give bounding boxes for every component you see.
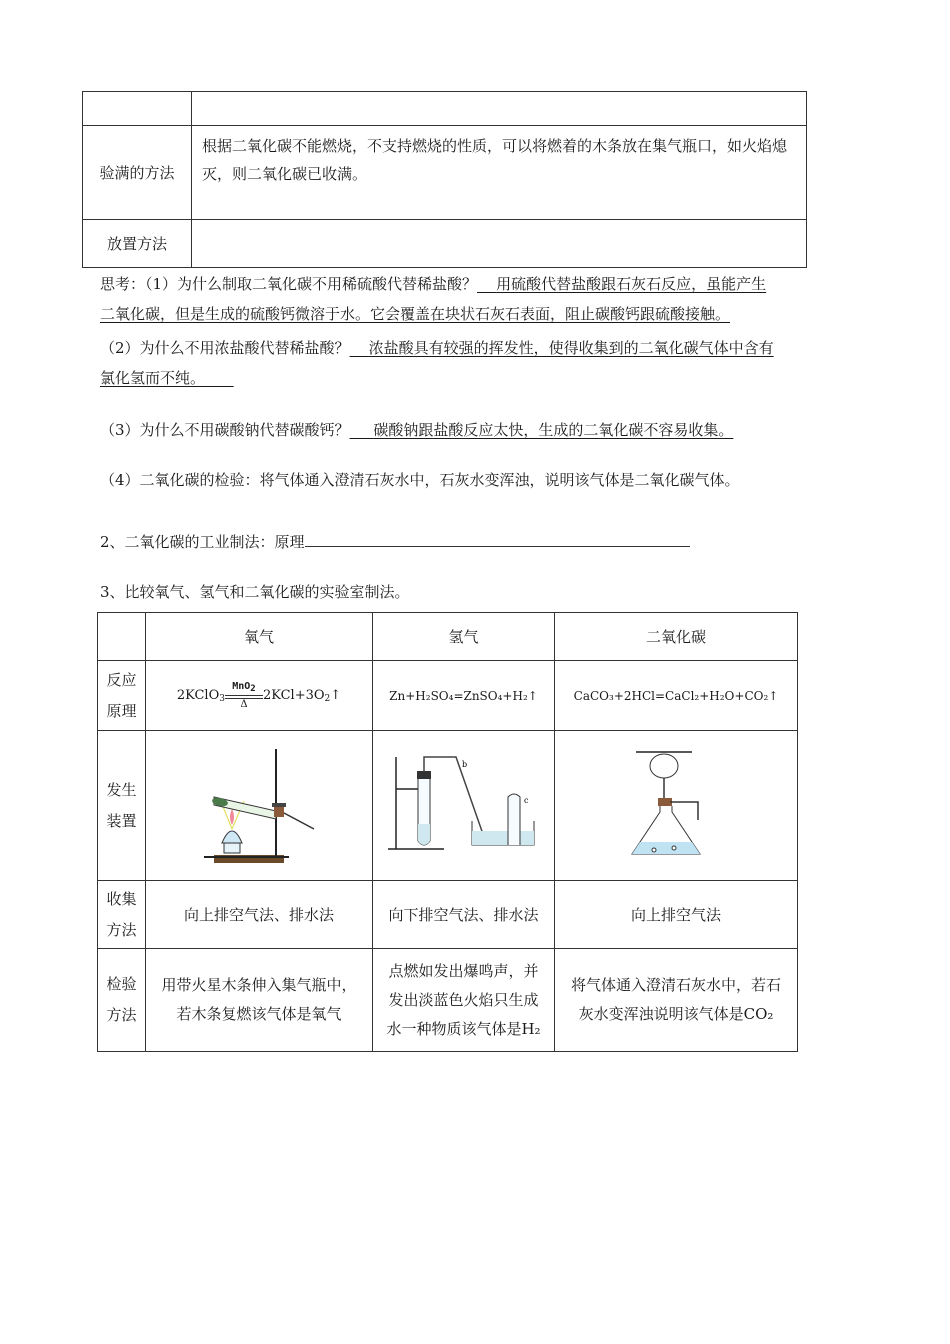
test-co2: 将气体通入澄清石灰水中，若石 灰水变浑浊说明该气体是CO₂ (555, 949, 798, 1052)
reaction-co2: CaCO₃+2HCl=CaCl₂+H₂O+CO₂↑ (555, 661, 798, 731)
question-2-answer-cont (100, 364, 234, 392)
table-header-row (98, 613, 798, 661)
section-2: 2、二氧化碳的工业制法：原理 (100, 528, 690, 556)
row-label-reaction: 反应 原理 (98, 661, 146, 731)
blank-line (305, 530, 690, 547)
reaction-hydrogen: Zn+H₂SO₄=ZnSO₄+H₂↑ (373, 661, 555, 731)
row-label-collection: 收集 方法 (98, 881, 146, 949)
oxygen-apparatus-image (194, 739, 324, 869)
answer-text: 二氧化碳，但是生成的硫酸钙微溶于水。它会覆盖在块状石灰石表面，阻止碳酸钙跟硫酸接触。 (100, 305, 731, 323)
hydrogen-apparatus-image (384, 749, 544, 859)
apparatus-co2 (555, 731, 798, 881)
row-label-test: 检验 方法 (98, 949, 146, 1052)
table-cell (83, 92, 192, 126)
reaction-oxygen: 2KClO$_3$ MnO2 Δ $2KCl+3O_2↑$ (146, 661, 373, 731)
section-3: 3、比较氧气、氢气和二氧化碳的实验室制法。 (100, 583, 410, 601)
header-oxygen: 氧气 (146, 613, 373, 661)
question-1-answer-cont (100, 300, 730, 328)
table-cell (98, 613, 146, 661)
table-row (83, 126, 807, 220)
co2-apparatus-image (616, 744, 736, 864)
answer-text: 浓盐酸具有较强的挥发性，使得收集到的二氧化碳气体中含有 (368, 339, 774, 357)
placement-method (192, 220, 807, 268)
question-text: （3）为什么不用碳酸钠代替碳酸钙？ (100, 421, 350, 439)
apparatus-hydrogen (373, 731, 555, 881)
question-4: （4）二氧化碳的检验：将气体通入澄清石灰水中，石灰水变浑浊，说明该气体是二氧化碳气体。 (100, 471, 740, 489)
table-row (98, 949, 798, 1052)
question-2 (100, 334, 774, 362)
table-row (83, 220, 807, 268)
svg-text:c: c (523, 795, 528, 805)
test-hydrogen: 点燃如发出爆鸣声，并 发出淡蓝色火焰只生成 水一种物质该气体是H₂ (373, 949, 555, 1052)
row-label-apparatus: 发生 装置 (98, 731, 146, 881)
answer-text: 碳酸钠跟盐酸反应太快，生成的二氧化碳不容易收集。 (373, 421, 734, 439)
svg-text:b: b (461, 759, 467, 769)
question-3 (100, 416, 733, 444)
co2-method-table (82, 91, 807, 268)
collection-hydrogen: 向下排空气法、排水法 (373, 881, 555, 949)
test-oxygen: 用带火星木条伸入集气瓶中， 若木条复燃该气体是氧气 (146, 949, 373, 1052)
question-text: （2）为什么不用浓盐酸代替稀盐酸？ (100, 339, 350, 357)
header-hydrogen: 氢气 (373, 613, 555, 661)
header-co2: 二氧化碳 (555, 613, 798, 661)
collection-oxygen: 向上排空气法、排水法 (146, 881, 373, 949)
table-row (83, 92, 807, 126)
apparatus-oxygen (146, 731, 373, 881)
answer-text: 氯化氢而不纯。 (100, 369, 206, 387)
collection-co2: 向上排空气法 (555, 881, 798, 949)
table-row (98, 731, 798, 881)
question-text: 思考：（1）为什么制取二氧化碳不用稀硫酸代替稀盐酸？ (100, 275, 478, 293)
row-label-placement: 放置方法 (83, 220, 192, 268)
full-check-method: 根据二氧化碳不能燃烧，不支持燃烧的性质，可以将燃着的木条放在集气瓶口，如火焰熄灭，则二氧化碳已收满。 (192, 126, 807, 220)
table-row (98, 661, 798, 731)
comparison-table (97, 612, 798, 1052)
table-cell (192, 92, 807, 126)
table-row (98, 881, 798, 949)
question-1 (100, 270, 766, 298)
row-label-full-check: 验满的方法 (83, 126, 192, 220)
answer-text: 用硫酸代替盐酸跟石灰石反应，虽能产生 (496, 275, 767, 293)
